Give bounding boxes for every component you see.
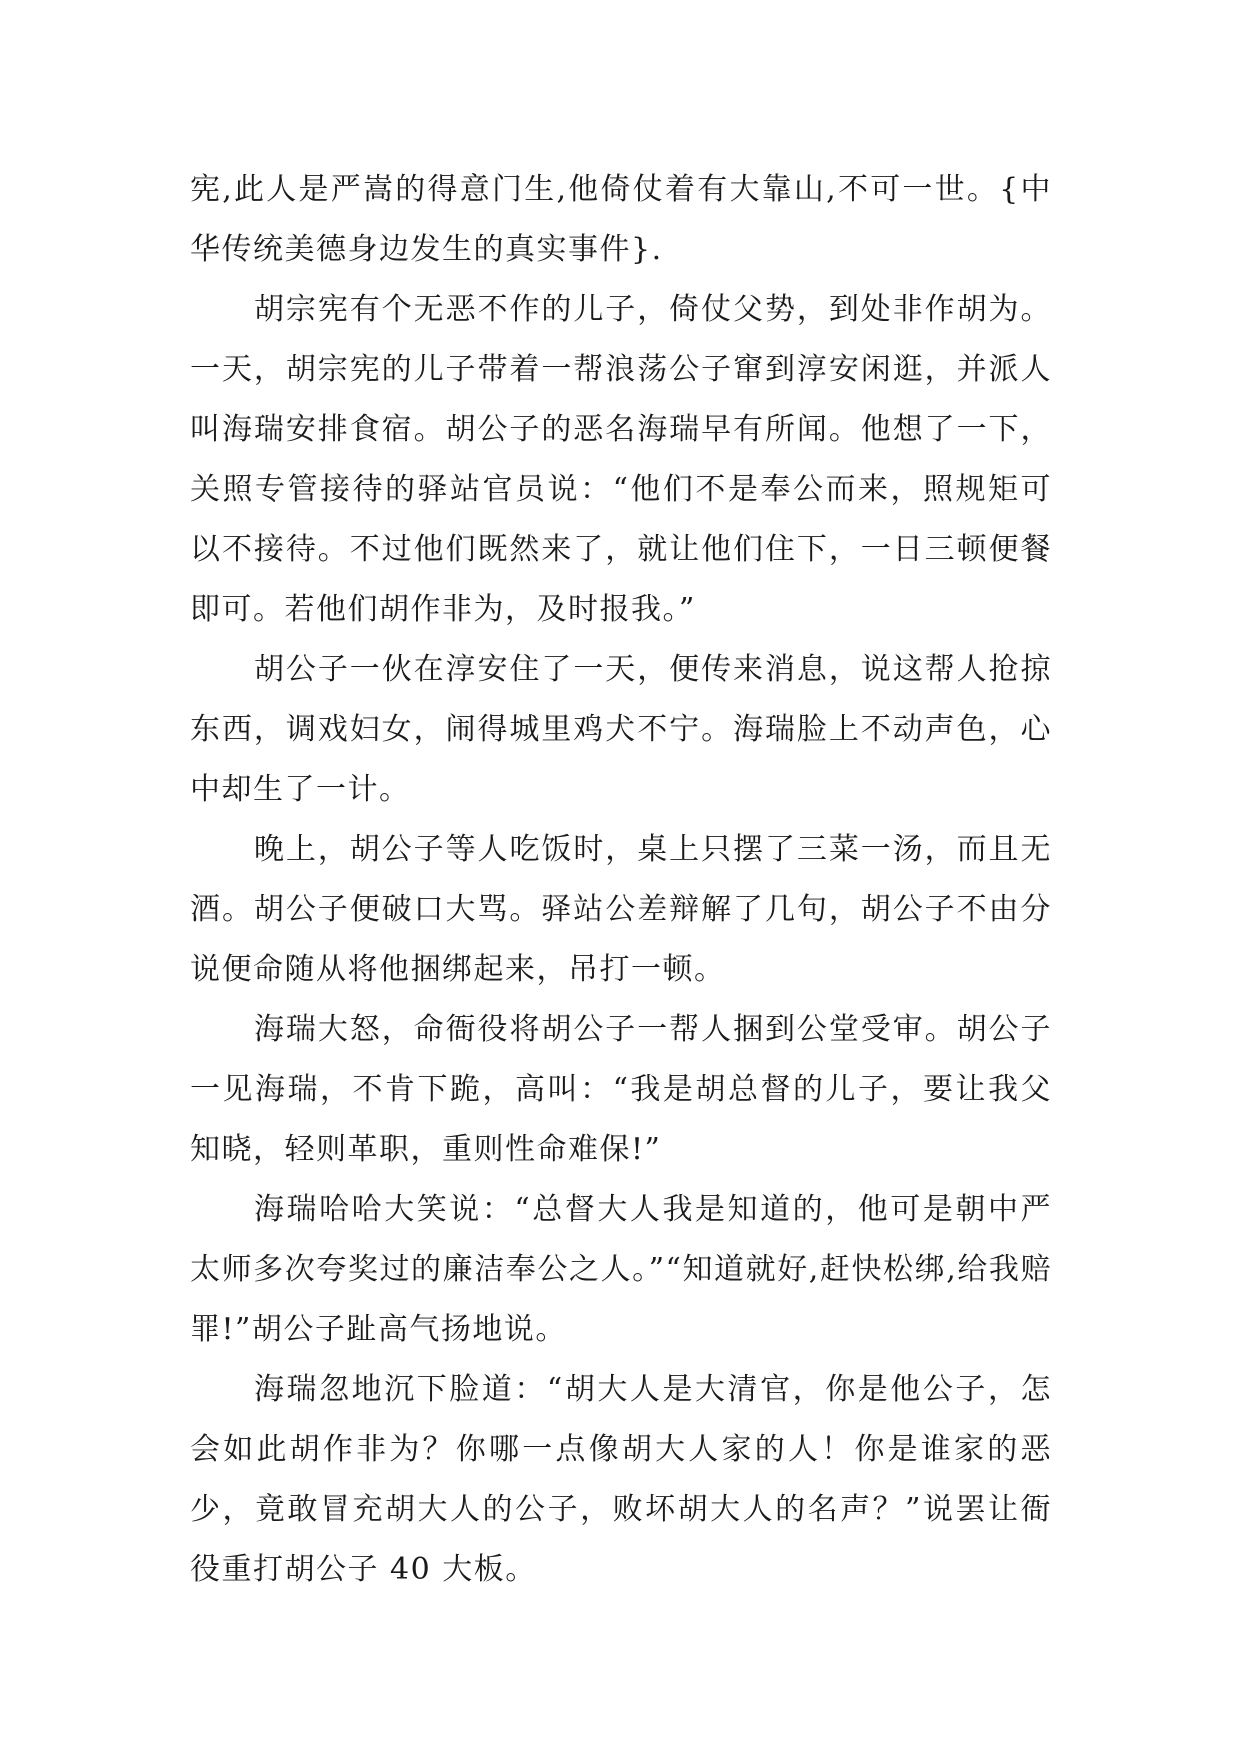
paragraph: 胡宗宪有个无恶不作的儿子，倚仗父势，到处非作胡为。一天，胡宗宪的儿子带着一帮浪荡公子窜到淳安闲逛，并派人叫海瑞安排食宿。胡公子的恶名海瑞早有所闻。他想了一下，关照专管接待的驿站官员说：“他们不是奉公而来，照规矩可以不接待。不过他们既然来了，就让他们住下，一日三顿便餐即可。若他们胡作非为，及时报我。” xyxy=(190,292,1052,627)
document-body xyxy=(190,160,1052,1600)
paragraph: 胡公子一伙在淳安住了一天，便传来消息，说这帮人抢掠东西，调戏妇女，闹得城里鸡犬不宁。海瑞脸上不动声色，心中却生了一计。 xyxy=(190,652,1052,807)
paragraph: 晚上，胡公子等人吃饭时，桌上只摆了三菜一汤，而且无酒。胡公子便破口大骂。驿站公差辩解了几句，胡公子不由分说便命随从将他捆绑起来，吊打一顿。 xyxy=(190,832,1052,987)
paragraph: 海瑞大怒，命衙役将胡公子一帮人捆到公堂受审。胡公子一见海瑞，不肯下跪，高叫：“我是胡总督的儿子，要让我父知晓，轻则革职，重则性命难保!” xyxy=(190,1012,1052,1167)
paragraph: 海瑞哈哈大笑说：“总督大人我是知道的，他可是朝中严太师多次夸奖过的廉洁奉公之人。”“知道就好,赶快松绑,给我赔罪!”胡公子趾高气扬地说。 xyxy=(190,1192,1052,1347)
paragraph: 海瑞忽地沉下脸道：“胡大人是大清官，你是他公子，怎会如此胡作非为？你哪一点像胡大人家的人！你是谁家的恶少，竟敢冒充胡大人的公子，败坏胡大人的名声？”说罢让衙役重打胡公子 40 大板。 xyxy=(190,1372,1052,1587)
paragraph-continuation: 宪,此人是严嵩的得意门生,他倚仗着有大靠山,不可一世。{中华传统美德身边发生的真实事件}. xyxy=(190,172,1052,267)
